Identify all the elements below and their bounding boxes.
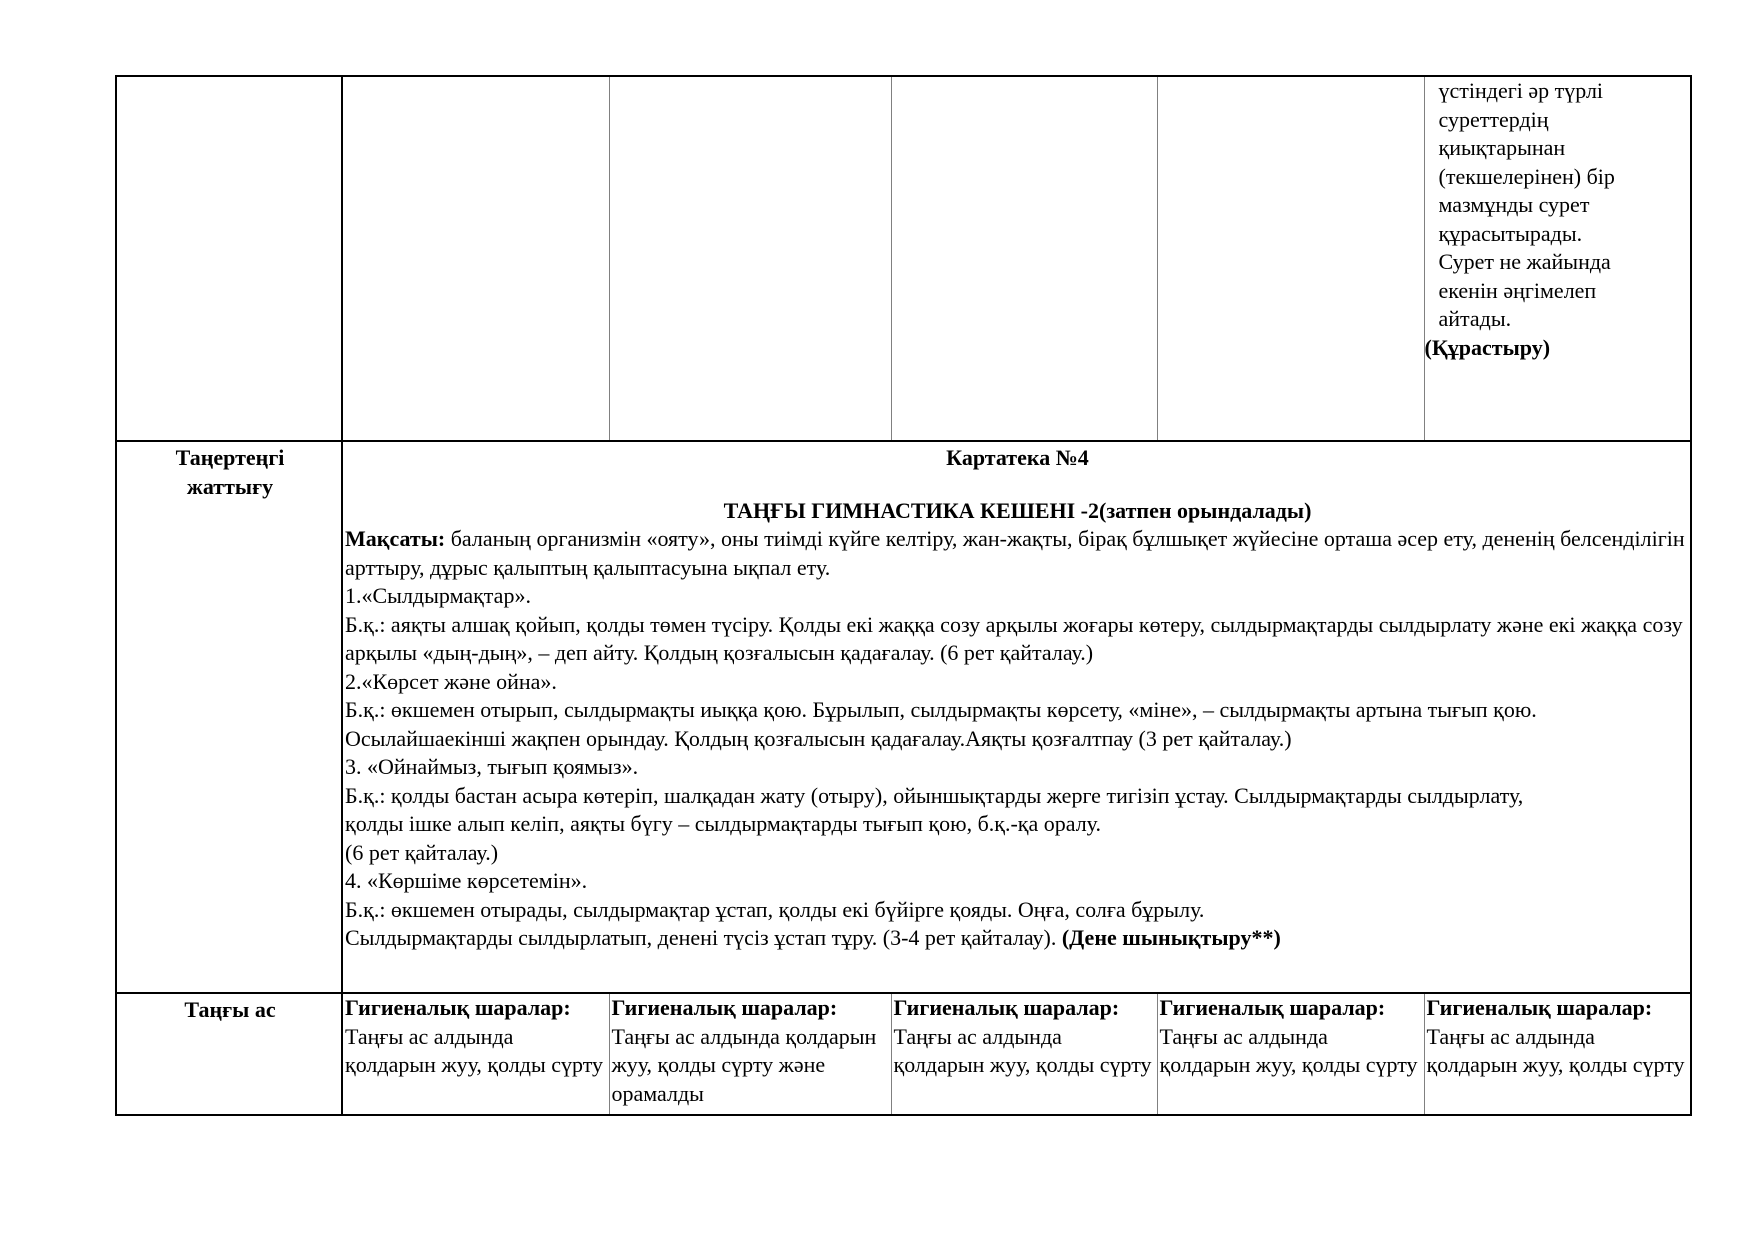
hygiene-text: Таңғы ас алдында қолдарын жуу, қолды сүрту (1159, 1023, 1418, 1077)
hygiene-label: Гигиеналық шаралар: (1426, 995, 1653, 1020)
exercise-text: Сылдырмақтарды сылдырлатып, денені түсіз ұстап тұру. (3-4 рет қайталау). (345, 925, 1062, 950)
day-cell-empty (609, 76, 891, 441)
exercise-text: Б.қ.: аяқты алшақ қойып, қолды төмен түсіру. Қолды екі жаққа созу арқылы жоғары көтеру, сылдырмақтарды сылдырлату және екі жаққа созу арқылы «дың-дың», – деп айту. Қолдың қозғалысын қадағалау. (6 рет қайталау.) (345, 611, 1683, 665)
kartateka-title: Картатека №4 (946, 445, 1089, 470)
hygiene-text: Таңғы ас алдында қолдарын жуу, қолды сүрту (1426, 1023, 1685, 1077)
plan-table (115, 75, 1692, 1116)
table-row (116, 993, 1691, 1115)
hygiene-text: Таңғы ас алдында қолдарын жуу, қолды сүрту және орамалды (611, 1023, 877, 1106)
hygiene-text: Таңғы ас алдында қолдарын жуу, қолды сүрту (345, 1023, 604, 1077)
table-row (116, 76, 1691, 441)
exercise-text: Б.қ.: өкшемен отырып, сылдырмақты иыққа қою. Бұрылып, сылдырмақты көрсету, «міне», – сылдырмақты артына тығып қою. (345, 697, 1537, 722)
goal-label: Мақсаты: (345, 526, 446, 551)
plan-page (115, 75, 1690, 1116)
exercise-text-final (345, 924, 1690, 953)
spacer (345, 473, 1690, 497)
breakfast-cell (891, 993, 1157, 1115)
day-cell-empty (342, 76, 609, 441)
row-label-text: Таңғы ас (184, 997, 276, 1022)
exercise-text: Осылайшаекінші жақпен орындау. Қолдың қозғалысын қадағалау.Аяқты қозғалтпау (3 рет қайталау.) (345, 725, 1292, 751)
hygiene-label: Гигиеналық шаралар: (893, 995, 1120, 1020)
row-label-breakfast (116, 993, 342, 1115)
breakfast-cell (1157, 993, 1424, 1115)
breakfast-cell (342, 993, 609, 1115)
row-label-morning-exercise (116, 441, 342, 993)
exercise-title: 4. «Көршіме көрсетемін». (345, 868, 588, 893)
exercise-text: қолды ішке алып келіп, аяқты бүгу – сылдырмақтарды тығып қою, б.қ.-қа оралу. (345, 811, 1101, 836)
exercise-title: 3. «Ойнаймыз, тығып қоямыз». (345, 754, 639, 779)
hygiene-text: Таңғы ас алдында қолдарын жуу, қолды сүрту (893, 1023, 1152, 1077)
hygiene-label: Гигиеналық шаралар: (611, 995, 838, 1020)
day-cell-empty (1157, 76, 1424, 441)
exercise-text: (6 рет қайталау.) (345, 839, 499, 865)
hygiene-label: Гигиеналық шаралар: (1159, 995, 1386, 1020)
activity-area-tag: (Құрастыру) (1424, 334, 1551, 360)
hygiene-label: Гигиеналық шаралар: (345, 995, 571, 1020)
day-cell-activity (1424, 76, 1691, 441)
table-row (116, 441, 1691, 993)
label-cell-empty (116, 76, 342, 441)
exercise-text: Б.қ.: қолды бастан асыра көтеріп, шалқадан жату (отыру), ойыншықтарды жерге тигізіп ұстау. Сылдырмақтарды сылдырлату, (345, 782, 1524, 808)
activity-area-tag: (Дене шынықтыру**) (1061, 925, 1281, 950)
exercise-complex-cell (342, 441, 1691, 993)
breakfast-cell (1424, 993, 1691, 1115)
row-label-line: жаттығу (186, 473, 274, 499)
goal-text: баланың организмін «ояту», оны тиімді күйге келтіру, жан-жақты, бірақ бұлшықет жүйесіне орташа әсер ету, дененің белсенділігін арттыру, дұрыс қалыптың қалыптасуына ықпал ету. (345, 526, 1685, 580)
activity-text: үстіндегі әр түрлі суреттердің қиықтарынан (текшелерінен) бір мазмұнды сурет құрасытырады. Сурет не жайында екенін әңгімелеп айтады. (1438, 78, 1615, 331)
row-label-line: Таңертеңгі (175, 445, 285, 470)
exercise-title: 2.«Көрсет және ойна». (345, 668, 557, 694)
breakfast-cell (609, 993, 891, 1115)
exercise-text: Б.қ.: өкшемен отырады, сылдырмақтар ұстап, қолды екі бүйірге қояды. Оңға, солға бұрылу. (345, 896, 1205, 922)
complex-title: ТАҢҒЫ ГИМНАСТИКА КЕШЕНІ -2(затпен орындалады) (723, 497, 1312, 523)
goal-paragraph (345, 525, 1690, 582)
exercise-title: 1.«Сылдырмақтар». (345, 583, 531, 608)
day-cell-empty (891, 76, 1157, 441)
